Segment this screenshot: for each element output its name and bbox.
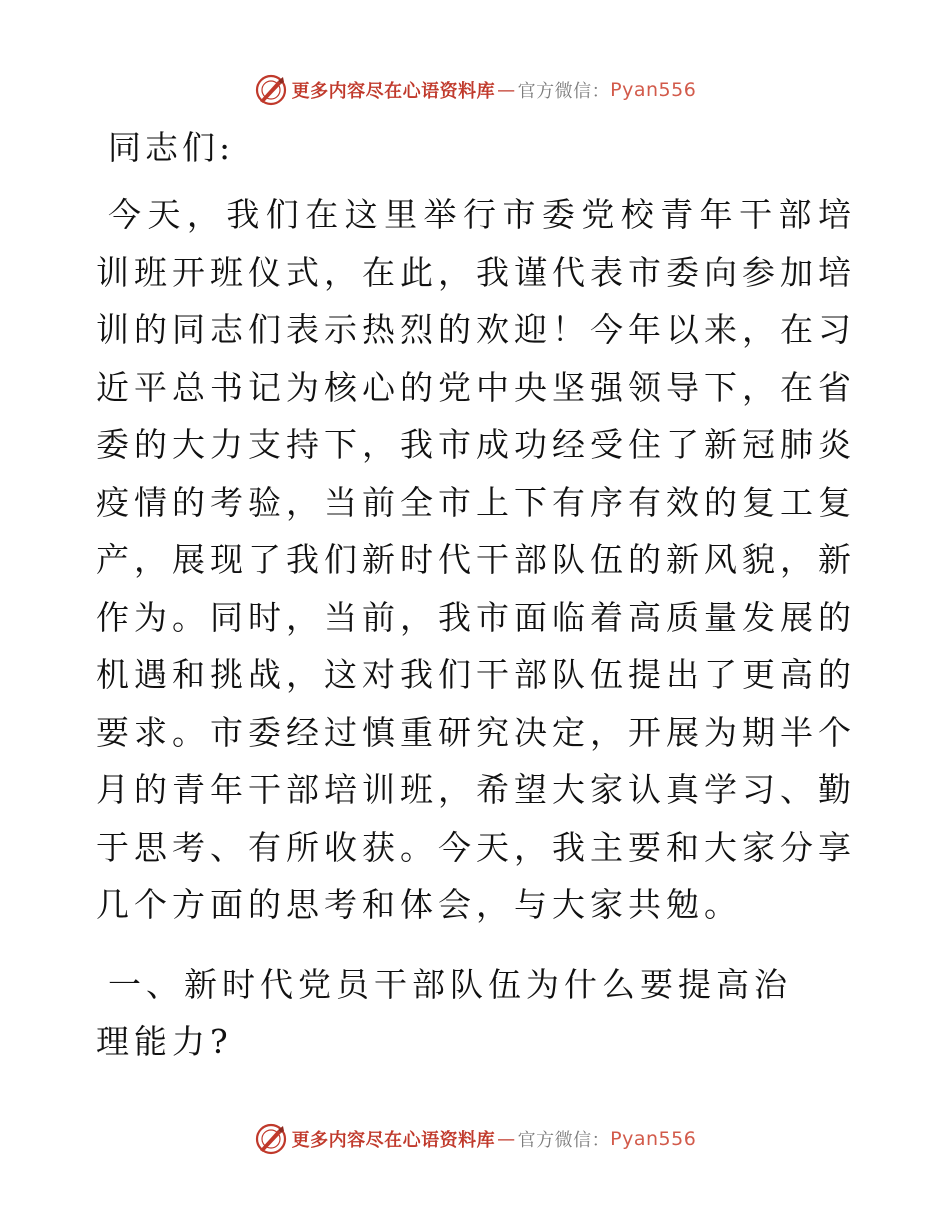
watermark-label: 官方微信：: [517, 81, 611, 102]
watermark-dash: —: [497, 1128, 516, 1150]
greeting: 同志们:: [108, 128, 235, 167]
document-body: [96, 122, 856, 1071]
quill-logo-icon: [254, 73, 288, 107]
footer-watermark: [0, 1117, 950, 1161]
watermark-dash: —: [497, 79, 516, 101]
body-paragraph: 今天，我们在这里举行市委党校青年干部培训班开班仪式，在此，我谨代表市委向参加培训的同志们表示热烈的欢迎！今年以来，在习近平总书记为核心的党中央坚强领导下，在省委的大力支持下，我市成功经受住了新冠肺炎疫情的考验，当前全市上下有序有效的复工复产，展现了我们新时代干部队伍的新风貌，新作为。同时，当前，我市面临着高质量发展的机遇和挑战，这对我们干部队伍提出了更高的要求。市委经过慎重研究决定，开展为期半个月的青年干部培训班，希望大家认真学习、勤于思考、有所收获。今天，我主要和大家分享几个方面的思考和体会，与大家共勉。: [96, 195, 856, 924]
watermark-handle: Pyan556: [610, 79, 697, 101]
watermark-label: 官方微信：: [517, 1130, 611, 1151]
watermark-brand: 更多内容尽在心语资料库: [291, 1130, 496, 1151]
section-heading: 一、新时代党员干部队伍为什么要提高治理能力?: [96, 964, 792, 1061]
quill-logo-icon: [254, 1122, 288, 1156]
watermark-handle: Pyan556: [610, 1128, 697, 1150]
header-watermark: [0, 68, 950, 112]
watermark-brand: 更多内容尽在心语资料库: [291, 81, 496, 102]
